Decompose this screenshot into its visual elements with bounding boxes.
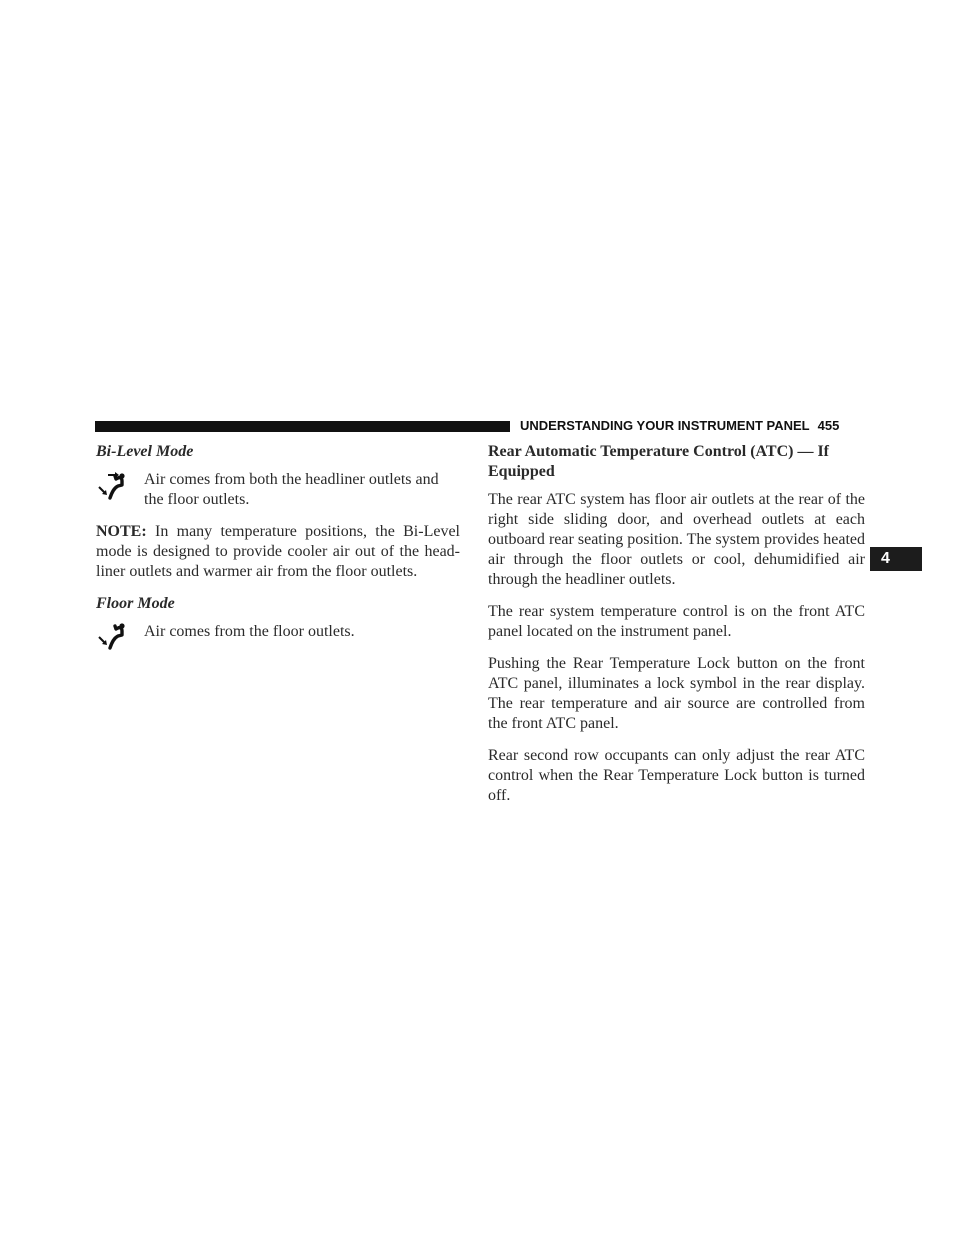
running-header: [520, 416, 839, 436]
note-text: In many temperature positions, the Bi-Level mode is designed to provide cooler air out of the head-liner outlets and warmer air from the floor outlets.: [96, 523, 460, 580]
left-column: [96, 442, 460, 674]
rear-atc-paragraph-2: The rear system temperature control is on the front ATC panel located on the instrument panel.: [488, 603, 865, 640]
bilevel-text: Air comes from both the headliner outlets and the floor outlets.: [144, 471, 439, 508]
page-number: 455: [817, 418, 840, 433]
floor-row: [96, 622, 460, 662]
rear-atc-paragraph-1: The rear ATC system has floor air outlets at the rear of the right side sliding door, and overhead outlets at each outboard rear seating position. The system provides heated air through the floor outlets or cool, dehumidified air through the headliner outlets.: [488, 491, 865, 588]
header-bar: [95, 421, 510, 432]
note-label: NOTE:: [96, 523, 147, 540]
bilevel-mode-icon: [96, 470, 144, 510]
floor-heading: Floor Mode: [96, 595, 175, 612]
chapter-tab: 4: [870, 547, 922, 571]
bilevel-heading: Bi-Level Mode: [96, 443, 194, 460]
floor-mode-icon: [96, 622, 144, 662]
rear-atc-paragraph-3: Pushing the Rear Temperature Lock button on the front ATC panel, illuminates a lock symbol in the rear display. The rear temperature and air source are controlled from the front ATC panel.: [488, 655, 865, 732]
bilevel-row: [96, 470, 460, 510]
floor-text: Air comes from the floor outlets.: [144, 623, 355, 640]
right-column: [488, 442, 865, 818]
rear-atc-paragraph-4: Rear second row occupants can only adjust the rear ATC control when the Rear Temperature Lock button is turned off.: [488, 747, 865, 804]
note-paragraph: [96, 522, 460, 582]
rear-atc-heading: Rear Automatic Temperature Control (ATC) — If Equipped: [488, 443, 829, 480]
section-title: UNDERSTANDING YOUR INSTRUMENT PANEL: [520, 418, 810, 433]
